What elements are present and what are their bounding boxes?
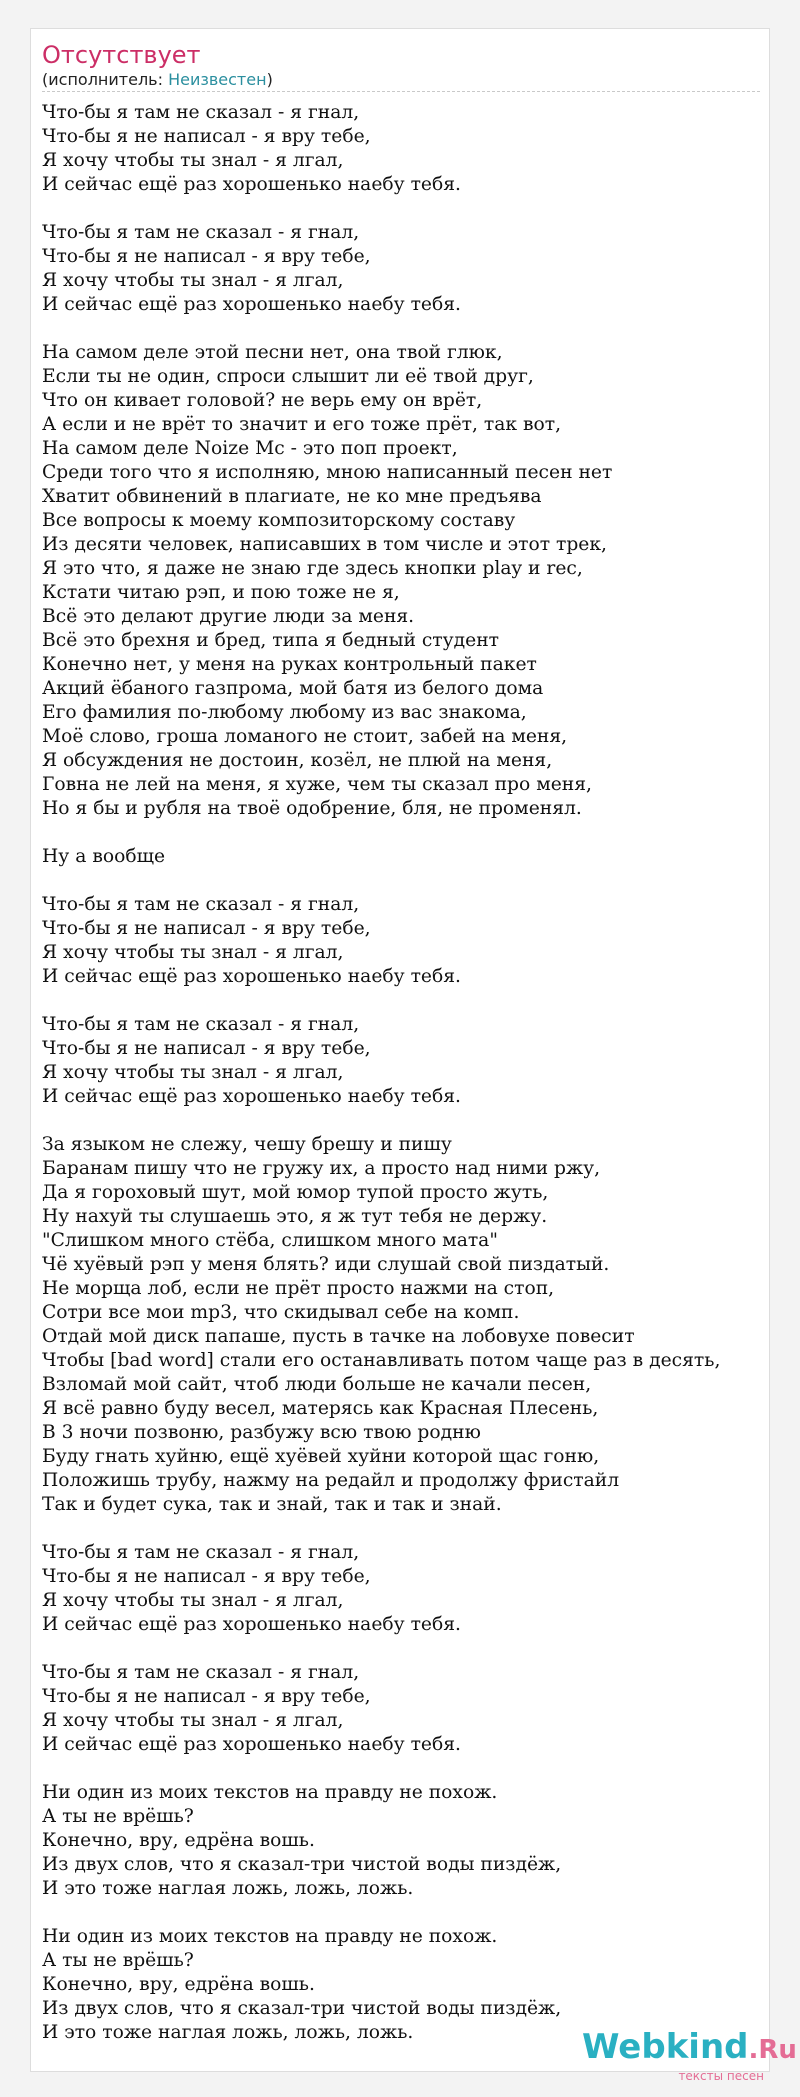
artist-prefix: (исполнитель: <box>42 70 169 89</box>
lyrics-stanza <box>42 893 772 989</box>
lyrics-line: А ты не врёшь? <box>42 1806 194 1827</box>
lyrics-line: Моё слово, гроша ломаного не стоит, забей на меня, <box>42 726 568 747</box>
lyrics-line: Я всё равно буду весел, матерясь как Красная Плесень, <box>42 1398 599 1419</box>
lyrics-line: И сейчас ещё раз хорошенько наебу тебя. <box>42 1734 461 1755</box>
lyrics-line: Чтобы [bad word] стали его останавливать потом чаще раз в десять, <box>42 1350 721 1371</box>
lyrics-line: Положишь трубу, нажму на редайл и продолжу фристайл <box>42 1470 620 1491</box>
lyrics-line: Что-бы я не написал - я вру тебе, <box>42 1566 371 1587</box>
lyrics-line: Конечно, вру, едрёна вошь. <box>42 1974 315 1995</box>
lyrics-line: Ну нахуй ты слушаешь это, я ж тут тебя не держу. <box>42 1206 548 1227</box>
lyrics-line: Из двух слов, что я сказал-три чистой воды пиздёж, <box>42 1854 562 1875</box>
lyrics-line: Акций ёбаного газпрома, мой батя из белого дома <box>42 678 544 699</box>
lyrics-line: Что-бы я не написал - я вру тебе, <box>42 126 371 147</box>
webkind-logo[interactable] <box>582 2027 797 2088</box>
lyrics-line: Все вопросы к моему композиторскому составу <box>42 510 516 531</box>
artist-line <box>42 69 273 91</box>
lyrics-line: На самом деле этой песни нет, она твой глюк, <box>42 342 503 363</box>
lyrics-line: Хватит обвинений в плагиате, не ко мне предъява <box>42 486 542 507</box>
lyrics-line: Что-бы я там не сказал - я гнал, <box>42 1662 360 1683</box>
lyrics-line: Кстати читаю рэп, и пою тоже не я, <box>42 582 400 603</box>
lyrics-line: Если ты не один, спроси слышит ли её твой друг, <box>42 366 534 387</box>
lyrics-line: Из десяти человек, написавших в том числе и этот трек, <box>42 534 607 555</box>
lyrics-line: На самом деле Noize Mc - это поп проект, <box>42 438 458 459</box>
lyrics-line: Да я гороховый шут, мой юмор тупой просто жуть, <box>42 1182 549 1203</box>
lyrics-line: Взломай мой сайт, чтоб люди больше не качали песен, <box>42 1374 592 1395</box>
lyrics-stanza <box>42 1133 772 1517</box>
lyrics-line: Его фамилия по-любому любому из вас знакома, <box>42 702 527 723</box>
lyrics-line: И сейчас ещё раз хорошенько наебу тебя. <box>42 1086 461 1107</box>
lyrics-line: В 3 ночи позвоню, разбужу всю твою родню <box>42 1422 481 1443</box>
lyrics-line: Что-бы я там не сказал - я гнал, <box>42 102 360 123</box>
lyrics-line: Что-бы я там не сказал - я гнал, <box>42 894 360 915</box>
lyrics-line: Я хочу чтобы ты знал - я лгал, <box>42 270 344 291</box>
lyrics-line: Буду гнать хуйню, ещё хуёвей хуйни которой щас гоню, <box>42 1446 600 1467</box>
lyrics-line: Конечно нет, у меня на руках контрольный пакет <box>42 654 537 675</box>
lyrics-stanza <box>42 221 772 317</box>
logo-tld: .Ru <box>748 2035 797 2065</box>
lyrics-line: И сейчас ещё раз хорошенько наебу тебя. <box>42 174 461 195</box>
lyrics-line: Всё это брехня и бред, типа я бедный студент <box>42 630 500 651</box>
lyrics-line: Не морща лоб, если не прёт просто нажми на стоп, <box>42 1278 555 1299</box>
lyrics-line: Ни один из моих текстов на правду не похож. <box>42 1782 498 1803</box>
lyrics-stanza <box>42 1013 772 1109</box>
lyrics-stanza <box>42 1781 772 1901</box>
lyrics-line: Я обсуждения не достоин, козёл, не плюй на меня, <box>42 750 553 771</box>
lyrics-stanza <box>42 1661 772 1757</box>
lyrics-line: Я это что, я даже не знаю где здесь кнопки play и rec, <box>42 558 583 579</box>
logo-tagline: тексты песен <box>678 2069 764 2083</box>
artist-suffix: ) <box>266 70 273 89</box>
lyrics-line: Я хочу чтобы ты знал - я лгал, <box>42 1590 344 1611</box>
logo-brand: Webkind <box>582 2027 749 2067</box>
lyrics-line: А ты не врёшь? <box>42 1950 194 1971</box>
lyrics-line: Что-бы я не написал - я вру тебе, <box>42 1686 371 1707</box>
lyrics-stanza <box>42 845 772 869</box>
lyrics-line: Ну а вообще <box>42 846 166 867</box>
lyrics-stanza <box>42 1541 772 1637</box>
artist-link[interactable]: Неизвестен <box>168 70 267 89</box>
lyrics-line: И сейчас ещё раз хорошенько наебу тебя. <box>42 1614 461 1635</box>
lyrics-line: Что-бы я не написал - я вру тебе, <box>42 918 371 939</box>
lyrics-line: Что-бы я там не сказал - я гнал, <box>42 1542 360 1563</box>
lyrics-line: Что-бы я не написал - я вру тебе, <box>42 1038 371 1059</box>
lyrics-line: И это тоже наглая ложь, ложь, ложь. <box>42 2022 414 2043</box>
lyrics-line: Сотри все мои mp3, что скидывал себе на комп. <box>42 1302 520 1323</box>
lyrics-line: Но я бы и рубля на твоё одобрение, бля, не променял. <box>42 798 582 819</box>
song-title: Отсутствует <box>42 41 201 69</box>
lyrics-line: Всё это делают другие люди за меня. <box>42 606 415 627</box>
lyrics-line: Среди того что я исполняю, мною написанный песен нет <box>42 462 613 483</box>
lyrics-line: Так и будет сука, так и знай, так и так и знай. <box>42 1494 502 1515</box>
lyrics-line: Я хочу чтобы ты знал - я лгал, <box>42 942 344 963</box>
lyrics-line: Я хочу чтобы ты знал - я лгал, <box>42 1710 344 1731</box>
lyrics-line: Что-бы я не написал - я вру тебе, <box>42 246 371 267</box>
lyrics-line: Баранам пишу что не гружу их, а просто над ними ржу, <box>42 1158 601 1179</box>
lyrics-line: Я хочу чтобы ты знал - я лгал, <box>42 1062 344 1083</box>
lyrics-line: Чё хуёвый рэп у меня блять? иди слушай свой пиздатый. <box>42 1254 610 1275</box>
lyrics-line: Что-бы я там не сказал - я гнал, <box>42 222 360 243</box>
lyrics-line: Ни один из моих текстов на правду не похож. <box>42 1926 498 1947</box>
lyrics-body <box>42 101 772 2045</box>
lyrics-line: А если и не врёт то значит и его тоже прёт, так вот, <box>42 414 562 435</box>
lyrics-line: Я хочу чтобы ты знал - я лгал, <box>42 150 344 171</box>
lyrics-line: Говна не лей на меня, я хуже, чем ты сказал про меня, <box>42 774 592 795</box>
lyrics-stanza <box>42 101 772 197</box>
lyrics-stanza <box>42 341 772 821</box>
title-divider <box>42 91 760 92</box>
logo-wordmark <box>582 2027 797 2069</box>
lyrics-line: И сейчас ещё раз хорошенько наебу тебя. <box>42 294 461 315</box>
lyrics-line: И сейчас ещё раз хорошенько наебу тебя. <box>42 966 461 987</box>
lyrics-line: "Слишком много стёба, слишком много мата" <box>42 1230 498 1251</box>
lyrics-line: Конечно, вру, едрёна вошь. <box>42 1830 315 1851</box>
lyrics-line: Что он кивает головой? не верь ему он врёт, <box>42 390 483 411</box>
lyrics-line: Из двух слов, что я сказал-три чистой воды пиздёж, <box>42 1998 562 2019</box>
lyrics-line: И это тоже наглая ложь, ложь, ложь. <box>42 1878 414 1899</box>
lyrics-line: Что-бы я там не сказал - я гнал, <box>42 1014 360 1035</box>
lyrics-line: Отдай мой диск папаше, пусть в тачке на лобовухе повесит <box>42 1326 635 1347</box>
lyrics-line: За языком не слежу, чешу брешу и пишу <box>42 1134 452 1155</box>
